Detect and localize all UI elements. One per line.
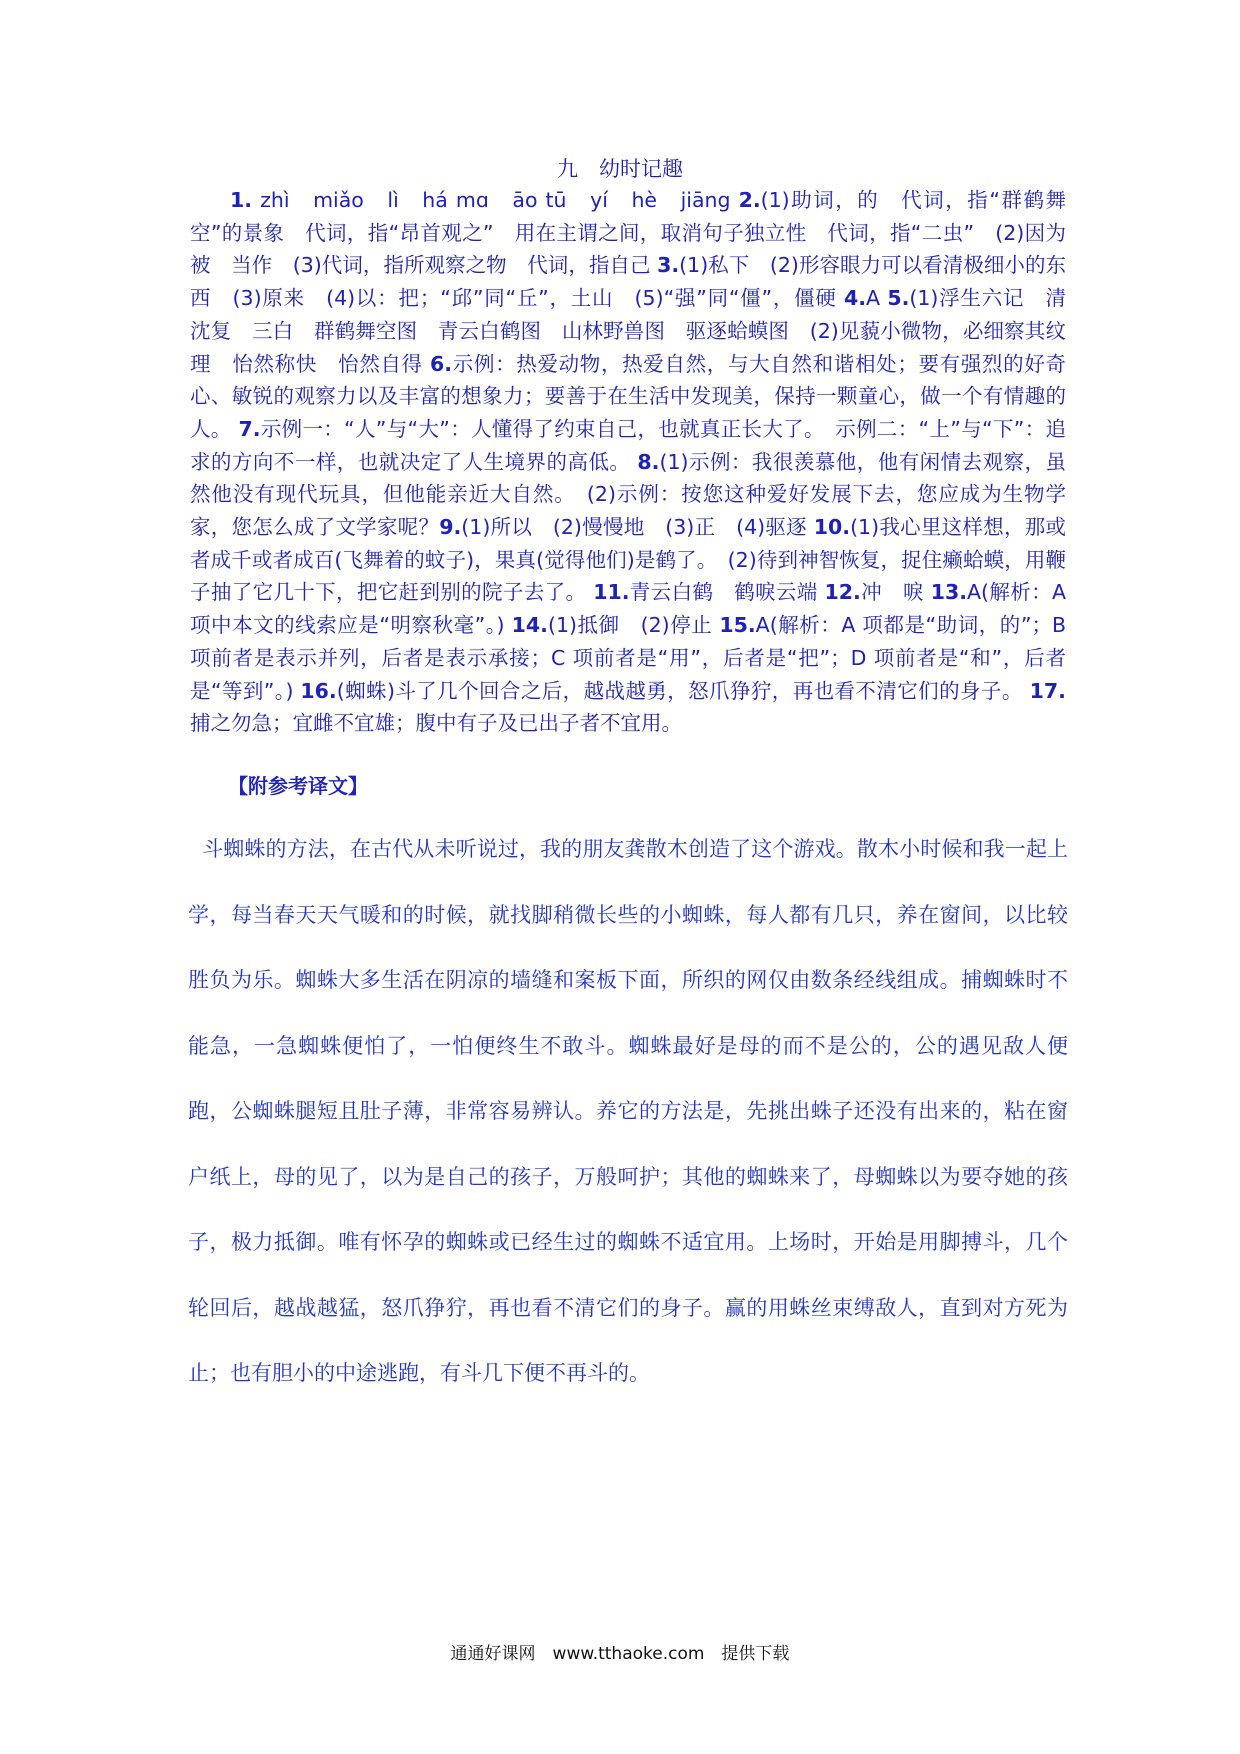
page-footer: 通通好课网 www.tthaoke.com 提供下载: [450, 1644, 790, 1664]
answer-number: 9.: [439, 515, 462, 540]
answer-text: (蜘蛛)斗了几个回合之后，越战越勇，怒爪狰狞，再也看不清它们的身子。: [336, 678, 1030, 703]
answer-number: 17.: [1029, 678, 1066, 703]
answer-text: A: [866, 286, 888, 311]
answer-text: 青云白鹤 鹤唳云端: [629, 580, 825, 605]
page-title: 九 幼时记趣: [557, 157, 683, 181]
answer-text: (1)示例：我很羡慕他，他有闲情去观察，虽然他没有现代玩具，但他能亲近大自然。 (2)示例：按您这种爱好发展下去，您应成为生物学家，您怎么成了文学家呢？: [190, 449, 1066, 540]
answer-text: (1)私下 (2)形容眼力可以看清极细小的东西 (3)原来 (4)以：把；“邱”同“丘”，土山 (5)“强”同“僵”，僵硬: [190, 253, 1066, 311]
answer-text: A(解析：A 项都是“助词，的”；B 项前者是表示并列，后者是表示承接；C 项前者是“用”，后者是“把”；D 项前者是“和”，后者是“等到”。): [190, 613, 1067, 703]
answer-number: 7.: [238, 416, 261, 441]
answer-block: [190, 184, 1087, 740]
translation-paragraph: [188, 817, 1068, 1407]
answer-text: (1)助词，的 代词，指“群鹤舞空”的景象 代词，指“昂首观之” 用在主谓之间，取消句子独立性 代词，指“二虫” (2)因为 被 当作 (3)代词，指所观察之物 代词，指自己: [190, 188, 1087, 278]
answer-text: 示例一：“人”与“大”：人懂得了约束自己，也就真正长大了。 示例二：“上”与“下”：追求的方向不一样，也就决定了人生境界的高低。: [190, 416, 1066, 474]
answer-number: 1.: [230, 188, 253, 212]
answer-text: (1)抵御 (2)停止: [547, 613, 720, 638]
answer-number: 8.: [637, 449, 660, 474]
answer-text: (1)所以 (2)慢慢地 (3)正 (4)驱逐: [461, 515, 814, 540]
appendix-heading: 【附参考译文】: [228, 774, 368, 798]
answer-number: 12.: [824, 580, 861, 605]
answer-number: 14.: [511, 613, 548, 638]
answer-text: (1)我心里这样想，那或者成千或者成百(飞舞着的蚊子)，果真(觉得他们)是鹤了。 (2)待到神智恢复，捉住癞蛤蟆，用鞭子抽了它几十下，把它赶到别的院子去了。: [190, 515, 1067, 605]
answer-number: 5.: [887, 286, 910, 311]
answer-number: 11.: [593, 580, 630, 605]
answer-text: zhì miǎo lì há mɑ āo tū yí hè jiāng: [252, 188, 739, 212]
answer-number: 16.: [300, 678, 337, 703]
answer-number: 3.: [657, 253, 680, 278]
answer-number: 13.: [930, 580, 968, 605]
answer-text: A(解析：A 项中本文的线索应是“明察秋毫”。): [190, 580, 1066, 638]
answer-text: (1)浮生六记 清 沈复 三白 群鹤舞空图 青云白鹤图 山林野兽图 驱逐蛤蟆图 (2)见藐小微物，必细察其纹理 怡然称快 怡然自得: [190, 286, 1087, 376]
answer-text: 示例：热爱动物，热爱自然，与大自然和谐相处；要有强烈的好奇心、敏锐的观察力以及丰富的想象力；要善于在生活中发现美，保持一颗童心，做一个有情趣的人。: [190, 351, 1066, 441]
answer-number: 2.: [738, 188, 761, 212]
answer-number: 4.: [843, 286, 867, 311]
answer-number: 15.: [719, 613, 756, 638]
translation-text: 斗蜘蛛的方法，在古代从未听说过，我的朋友龚散木创造了这个游戏。散木小时候和我一起上学，每当春天天气暖和的时候，就找脚稍微长些的小蜘蛛，每人都有几只，养在窗间，以比较胜负为乐。蜘蛛大多生活在阴凉的墙缝和案板下面，所织的网仅由数条经线组成。捕蜘蛛时不能急，一急蜘蛛便怕了，一怕便终生不敢斗。蜘蛛最好是母的而不是公的，公的遇见敌人便跑，公蜘蛛腿短且肚子薄，非常容易辨认。养它的方法是，先挑出蛛子还没有出来的，粘在窗户纸上，母的见了，以为是自己的孩子，万般呵护；其他的蜘蛛来了，母蜘蛛以为要夺她的孩子，极力抵御。唯有怀孕的蜘蛛或已经生过的蜘蛛不适宜用。上场时，开始是用脚搏斗，几个轮回后，越战越猛，怒爪狰狞，再也看不清它们的身子。赢的用蛛丝束缚敌人，直到对方死为止；也有胆小的中途逃跑，有斗几下便不再斗的。: [188, 837, 1068, 1385]
answer-number: 6.: [430, 351, 453, 376]
answer-text: 冲 唳: [860, 580, 931, 605]
answer-text: 捕之勿急；宜雌不宜雄；腹中有子及已出子者不宜用。: [190, 711, 682, 736]
answer-number: 10.: [813, 515, 851, 540]
